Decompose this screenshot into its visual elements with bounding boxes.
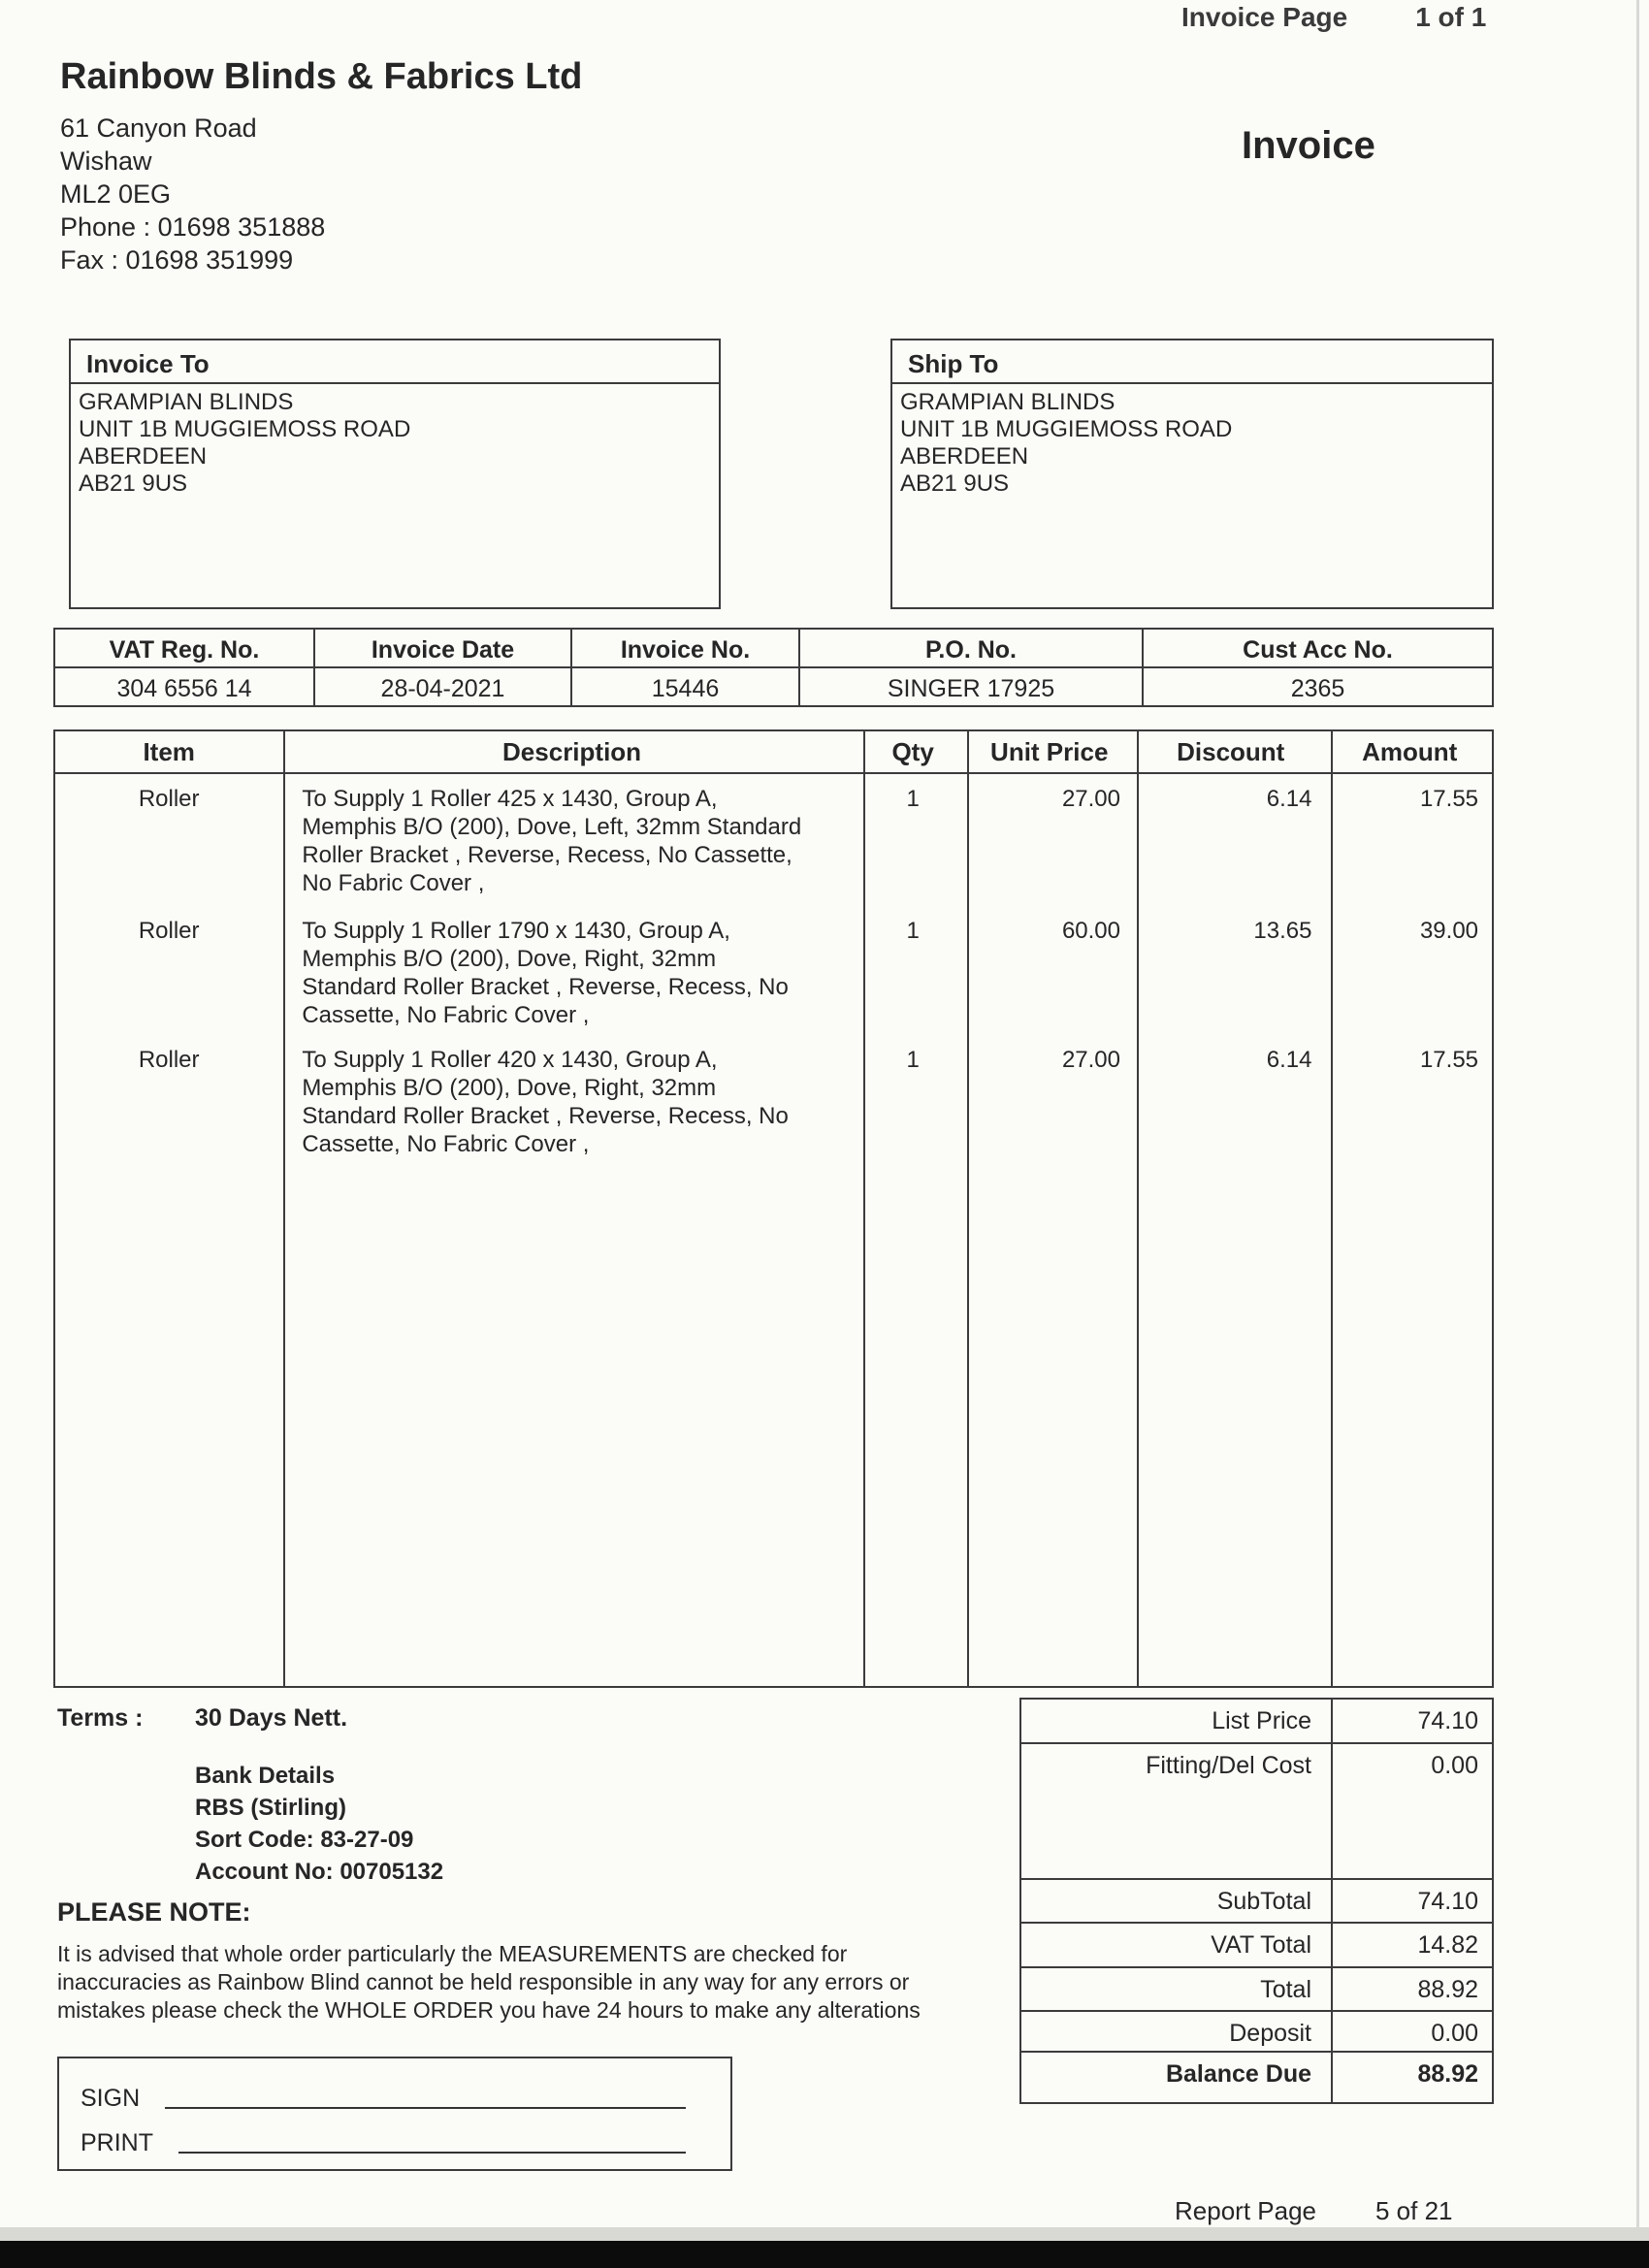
cut-top-header-text (1181, 2, 1486, 33)
totals-label: VAT Total (1211, 1931, 1311, 1959)
totals-value: 0.00 (1431, 2020, 1478, 2047)
table-row (55, 1046, 1492, 1158)
meta-value-cust-acc: 2365 (1290, 675, 1345, 702)
totals-label: Balance Due (1165, 2060, 1311, 2088)
line-items-table (53, 729, 1494, 1688)
print-row (59, 2115, 730, 2159)
totals-row-fitting-del (1021, 1744, 1492, 1880)
item-qty: 1 (906, 786, 920, 812)
terms-label: Terms : (57, 1704, 144, 1732)
scan-bottom-black-strip (0, 2241, 1649, 2268)
meta-header-vat: VAT Reg. No. (55, 630, 315, 668)
sign-line (165, 2107, 686, 2109)
totals-label: SubTotal (1216, 1888, 1311, 1915)
bank-name: RBS (Stirling) (195, 1795, 346, 1821)
report-page-label: Report Page (1175, 2196, 1316, 2225)
item-name: Roller (138, 786, 200, 812)
invoice-to-box (69, 339, 721, 609)
invoice-page-count: 1 of 1 (1415, 2, 1487, 32)
meta-value-vat: 304 6556 14 (55, 668, 315, 705)
items-header-unit-price: Unit Price (990, 736, 1109, 766)
item-amount: 39.00 (1419, 918, 1479, 944)
ship-to-line-4: AB21 9US (900, 470, 1010, 497)
item-amount: 17.55 (1419, 786, 1479, 812)
totals-row-list-price (1021, 1700, 1492, 1744)
totals-box (1019, 1698, 1494, 2104)
meta-value-po-no: SINGER 17925 (800, 668, 1144, 705)
ship-to-address (892, 384, 1492, 502)
meta-header-cust-acc: Cust Acc No. (1144, 630, 1492, 668)
item-discount: 13.65 (1253, 918, 1312, 944)
bank-details-block (195, 1760, 443, 1888)
invoice-to-label: Invoice To (71, 340, 719, 384)
item-amount: 17.55 (1419, 1047, 1479, 1073)
ship-to-line-2: UNIT 1B MUGGIEMOSS ROAD (900, 416, 1233, 442)
item-qty: 1 (906, 1047, 920, 1073)
totals-value: 88.92 (1417, 2060, 1478, 2088)
report-page-value: 5 of 21 (1375, 2196, 1453, 2225)
items-header-discount: Discount (1177, 736, 1285, 766)
company-address-line-3: ML2 0EG (60, 179, 172, 209)
bank-sort-code: Sort Code: 83-27-09 (195, 1827, 414, 1853)
meta-value-row (55, 668, 1492, 705)
item-discount: 6.14 (1266, 1047, 1312, 1073)
totals-row-deposit (1021, 2012, 1492, 2053)
item-unit-price: 60.00 (1061, 918, 1120, 944)
items-header-description: Description (502, 736, 642, 766)
item-unit-price: 27.00 (1061, 1047, 1120, 1073)
items-header-item: Item (143, 736, 195, 766)
item-unit-price: 27.00 (1061, 786, 1120, 812)
invoice-meta-table (53, 628, 1494, 707)
totals-label: Fitting/Del Cost (1146, 1752, 1311, 1779)
item-name: Roller (138, 918, 200, 944)
bank-details-title: Bank Details (195, 1763, 336, 1789)
document-title: Invoice (1242, 124, 1375, 167)
totals-row-vat-total (1021, 1924, 1492, 1968)
ship-to-box (890, 339, 1494, 609)
print-line (178, 2152, 686, 2154)
print-label: PRINT (81, 2129, 153, 2156)
totals-value: 74.10 (1417, 1888, 1478, 1915)
totals-value: 88.92 (1417, 1976, 1478, 2003)
meta-value-invoice-no: 15446 (572, 668, 800, 705)
invoice-to-line-4: AB21 9US (79, 470, 188, 497)
item-description: To Supply 1 Roller 425 x 1430, Group A, Memphis B/O (200), Dove, Left, 32mm Standard Roller Bracket , Reverse, Recess, No Cassette, No Fabric Cover , (302, 786, 802, 896)
totals-row-total (1021, 1968, 1492, 2012)
invoice-to-line-1: GRAMPIAN BLINDS (79, 389, 294, 415)
meta-header-date: Invoice Date (315, 630, 572, 668)
invoice-to-address (71, 384, 719, 502)
item-description: To Supply 1 Roller 1790 x 1430, Group A, Memphis B/O (200), Dove, Right, 32mm Standard Roller Bracket , Reverse, Recess, No Cassette, No Fabric Cover , (302, 918, 789, 1028)
company-fax: Fax : 01698 351999 (60, 245, 294, 275)
totals-value: 74.10 (1417, 1707, 1478, 1734)
item-qty: 1 (906, 918, 920, 944)
bank-account-no: Account No: 00705132 (195, 1859, 444, 1885)
invoice-page-label: Invoice Page (1181, 2, 1348, 32)
terms-value: 30 Days Nett. (195, 1704, 348, 1732)
company-block (60, 56, 582, 276)
company-address-line-1: 61 Canyon Road (60, 113, 257, 143)
item-discount: 6.14 (1266, 786, 1312, 812)
company-address-line-2: Wishaw (60, 146, 152, 176)
company-name: Rainbow Blinds & Fabrics Ltd (60, 56, 583, 97)
sign-label: SIGN (81, 2085, 141, 2112)
signature-box (57, 2057, 732, 2171)
ship-to-label: Ship To (892, 340, 1492, 384)
please-note-label: PLEASE NOTE: (57, 1897, 251, 1927)
totals-label: Total (1260, 1976, 1311, 2003)
meta-header-row (55, 630, 1492, 668)
invoice-to-line-3: ABERDEEN (79, 443, 208, 470)
item-name: Roller (138, 1047, 200, 1073)
item-description: To Supply 1 Roller 420 x 1430, Group A, Memphis B/O (200), Dove, Right, 32mm Standard Roller Bracket , Reverse, Recess, No Cassette, No Fabric Cover , (302, 1047, 789, 1157)
totals-value: 0.00 (1431, 1752, 1478, 1779)
invoice-to-line-2: UNIT 1B MUGGIEMOSS ROAD (79, 416, 411, 442)
scan-edge-shadow (1636, 0, 1639, 2268)
sign-row (59, 2070, 730, 2115)
please-note-text: It is advised that whole order particularly the MEASUREMENTS are checked for inaccuracies as Rainbow Blind cannot be held responsible in any way for any errors or mistakes please check the WHOLE ORDER you have 24 hours to make any alterations (57, 1941, 921, 2023)
totals-label: Deposit (1229, 2020, 1311, 2047)
items-header-row (55, 731, 1492, 774)
totals-row-balance-due (1021, 2053, 1492, 2102)
table-row (55, 917, 1492, 1029)
ship-to-line-1: GRAMPIAN BLINDS (900, 389, 1116, 415)
totals-row-subtotal (1021, 1880, 1492, 1924)
scan-bottom-gray-strip (0, 2227, 1649, 2241)
totals-label: List Price (1212, 1707, 1311, 1734)
totals-value: 14.82 (1417, 1931, 1478, 1959)
items-header-amount: Amount (1362, 736, 1458, 766)
company-phone: Phone : 01698 351888 (60, 212, 326, 242)
meta-header-po-no: P.O. No. (800, 630, 1144, 668)
meta-header-invoice-no: Invoice No. (572, 630, 800, 668)
table-row (55, 785, 1492, 897)
ship-to-line-3: ABERDEEN (900, 443, 1029, 470)
items-header-qty: Qty (891, 736, 934, 766)
cut-top-header (1181, 2, 1487, 60)
meta-value-date: 28-04-2021 (315, 668, 572, 705)
